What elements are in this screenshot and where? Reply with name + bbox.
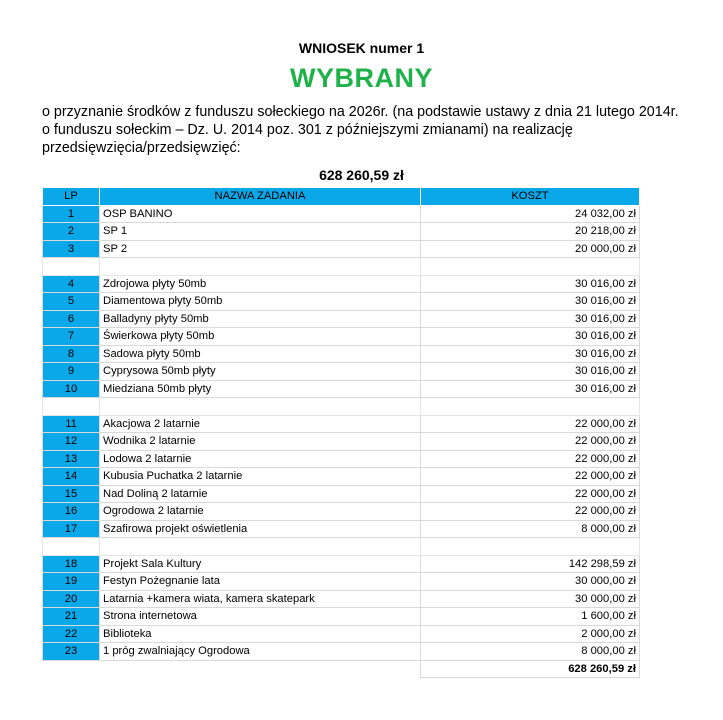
task-name-cell: Zdrojowa płyty 50mb bbox=[100, 275, 421, 293]
cost-cell: 22 000,00 zł bbox=[421, 433, 640, 451]
cost-cell: 20 218,00 zł bbox=[421, 223, 640, 241]
spacer-row bbox=[43, 538, 640, 556]
task-name-cell: 1 próg zwalniający Ogrodowa bbox=[100, 643, 421, 661]
spacer-cell bbox=[43, 538, 100, 556]
table-body bbox=[43, 205, 640, 678]
lp-cell: 18 bbox=[43, 555, 100, 573]
table-row bbox=[43, 328, 640, 346]
spacer-row bbox=[43, 398, 640, 416]
table-row bbox=[43, 275, 640, 293]
spacer-cell bbox=[421, 258, 640, 276]
task-name-cell: Sadowa płyty 50mb bbox=[100, 345, 421, 363]
cost-cell: 22 000,00 zł bbox=[421, 450, 640, 468]
table-row bbox=[43, 433, 640, 451]
table-row bbox=[43, 380, 640, 398]
total-cost-cell: 628 260,59 zł bbox=[421, 660, 640, 678]
cost-cell: 24 032,00 zł bbox=[421, 205, 640, 223]
cost-cell: 22 000,00 zł bbox=[421, 468, 640, 486]
table-row bbox=[43, 485, 640, 503]
lp-cell: 5 bbox=[43, 293, 100, 311]
total-row bbox=[43, 660, 640, 678]
task-name-cell: SP 2 bbox=[100, 240, 421, 258]
column-header-name: NAZWA ZADANIA bbox=[100, 188, 421, 206]
total-blank-cell bbox=[100, 660, 421, 678]
cost-cell: 8 000,00 zł bbox=[421, 643, 640, 661]
cost-cell: 22 000,00 zł bbox=[421, 503, 640, 521]
task-name-cell: Miedziana 50mb płyty bbox=[100, 380, 421, 398]
task-name-cell: OSP BANINO bbox=[100, 205, 421, 223]
task-name-cell: SP 1 bbox=[100, 223, 421, 241]
table-row bbox=[43, 310, 640, 328]
table-row bbox=[43, 415, 640, 433]
spacer-cell bbox=[100, 538, 421, 556]
task-name-cell: Akacjowa 2 latarnie bbox=[100, 415, 421, 433]
cost-cell: 30 016,00 zł bbox=[421, 310, 640, 328]
table-row bbox=[43, 520, 640, 538]
cost-cell: 30 016,00 zł bbox=[421, 275, 640, 293]
task-name-cell: Lodowa 2 latarnie bbox=[100, 450, 421, 468]
table-row bbox=[43, 240, 640, 258]
table-row bbox=[43, 503, 640, 521]
column-header-cost: KOSZT bbox=[421, 188, 640, 206]
cost-cell: 8 000,00 zł bbox=[421, 520, 640, 538]
task-name-cell: Latarnia +kamera wiata, kamera skatepark bbox=[100, 590, 421, 608]
spacer-cell bbox=[421, 538, 640, 556]
status-label: WYBRANY bbox=[290, 63, 433, 93]
lp-cell: 20 bbox=[43, 590, 100, 608]
spacer-cell bbox=[100, 258, 421, 276]
table-row bbox=[43, 223, 640, 241]
lp-cell: 1 bbox=[43, 205, 100, 223]
lp-cell: 17 bbox=[43, 520, 100, 538]
description-text: o przyznanie środków z funduszu sołeckiego na 2026r. (na podstawie ustawy z dnia 21 lutego 2014r. o funduszu sołeckim – Dz. U. 2014 poz. 301 z późniejszymi zmianami) na realizację przedsięwzięcia/przedsięwzięć: bbox=[42, 104, 679, 156]
spacer-cell bbox=[43, 398, 100, 416]
task-name-cell: Ogrodowa 2 latarnie bbox=[100, 503, 421, 521]
cost-cell: 30 000,00 zł bbox=[421, 573, 640, 591]
cost-cell: 30 016,00 zł bbox=[421, 345, 640, 363]
task-name-cell: Biblioteka bbox=[100, 625, 421, 643]
lp-cell: 12 bbox=[43, 433, 100, 451]
cost-cell: 30 016,00 zł bbox=[421, 380, 640, 398]
spacer-cell bbox=[421, 398, 640, 416]
table-row bbox=[43, 590, 640, 608]
task-name-cell: Kubusia Puchatka 2 latarnie bbox=[100, 468, 421, 486]
task-name-cell: Szafirowa projekt oświetlenia bbox=[100, 520, 421, 538]
cost-cell: 20 000,00 zł bbox=[421, 240, 640, 258]
task-name-cell: Balladyny płyty 50mb bbox=[100, 310, 421, 328]
table-row bbox=[43, 345, 640, 363]
total-amount-header: 628 260,59 zł bbox=[319, 167, 404, 183]
table-row bbox=[43, 293, 640, 311]
lp-cell: 22 bbox=[43, 625, 100, 643]
task-name-cell: Nad Doliną 2 latarnie bbox=[100, 485, 421, 503]
lp-cell: 3 bbox=[43, 240, 100, 258]
lp-cell: 11 bbox=[43, 415, 100, 433]
cost-cell: 22 000,00 zł bbox=[421, 485, 640, 503]
lp-cell: 8 bbox=[43, 345, 100, 363]
cost-cell: 30 016,00 zł bbox=[421, 328, 640, 346]
table-row bbox=[43, 450, 640, 468]
lp-cell: 6 bbox=[43, 310, 100, 328]
table-row bbox=[43, 468, 640, 486]
total-blank-cell bbox=[43, 660, 100, 678]
table-row bbox=[43, 625, 640, 643]
task-name-cell: Wodnika 2 latarnie bbox=[100, 433, 421, 451]
cost-cell: 22 000,00 zł bbox=[421, 415, 640, 433]
task-name-cell: Strona internetowa bbox=[100, 608, 421, 626]
task-name-cell: Projekt Sala Kultury bbox=[100, 555, 421, 573]
task-name-cell: Diamentowa płyty 50mb bbox=[100, 293, 421, 311]
table-row bbox=[43, 555, 640, 573]
column-header-lp: LP bbox=[43, 188, 100, 206]
lp-cell: 19 bbox=[43, 573, 100, 591]
cost-cell: 142 298,59 zł bbox=[421, 555, 640, 573]
table-row bbox=[43, 363, 640, 381]
lp-cell: 16 bbox=[43, 503, 100, 521]
table-row bbox=[43, 205, 640, 223]
document-title: WNIOSEK numer 1 bbox=[298, 40, 425, 56]
lp-cell: 9 bbox=[43, 363, 100, 381]
task-name-cell: Cyprysowa 50mb płyty bbox=[100, 363, 421, 381]
spacer-cell bbox=[100, 398, 421, 416]
spacer-cell bbox=[43, 258, 100, 276]
cost-cell: 30 016,00 zł bbox=[421, 293, 640, 311]
cost-cell: 2 000,00 zł bbox=[421, 625, 640, 643]
lp-cell: 15 bbox=[43, 485, 100, 503]
lp-cell: 2 bbox=[43, 223, 100, 241]
spacer-row bbox=[43, 258, 640, 276]
table-row bbox=[43, 643, 640, 661]
table-row bbox=[43, 608, 640, 626]
lp-cell: 13 bbox=[43, 450, 100, 468]
table-row bbox=[43, 573, 640, 591]
cost-cell: 1 600,00 zł bbox=[421, 608, 640, 626]
lp-cell: 4 bbox=[43, 275, 100, 293]
task-name-cell: Festyn Pożegnanie lata bbox=[100, 573, 421, 591]
lp-cell: 21 bbox=[43, 608, 100, 626]
lp-cell: 14 bbox=[43, 468, 100, 486]
lp-cell: 7 bbox=[43, 328, 100, 346]
task-name-cell: Świerkowa płyty 50mb bbox=[100, 328, 421, 346]
lp-cell: 10 bbox=[43, 380, 100, 398]
cost-cell: 30 016,00 zł bbox=[421, 363, 640, 381]
lp-cell: 23 bbox=[43, 643, 100, 661]
cost-cell: 30 000,00 zł bbox=[421, 590, 640, 608]
tasks-table bbox=[42, 187, 640, 678]
table-header-row bbox=[43, 188, 640, 206]
